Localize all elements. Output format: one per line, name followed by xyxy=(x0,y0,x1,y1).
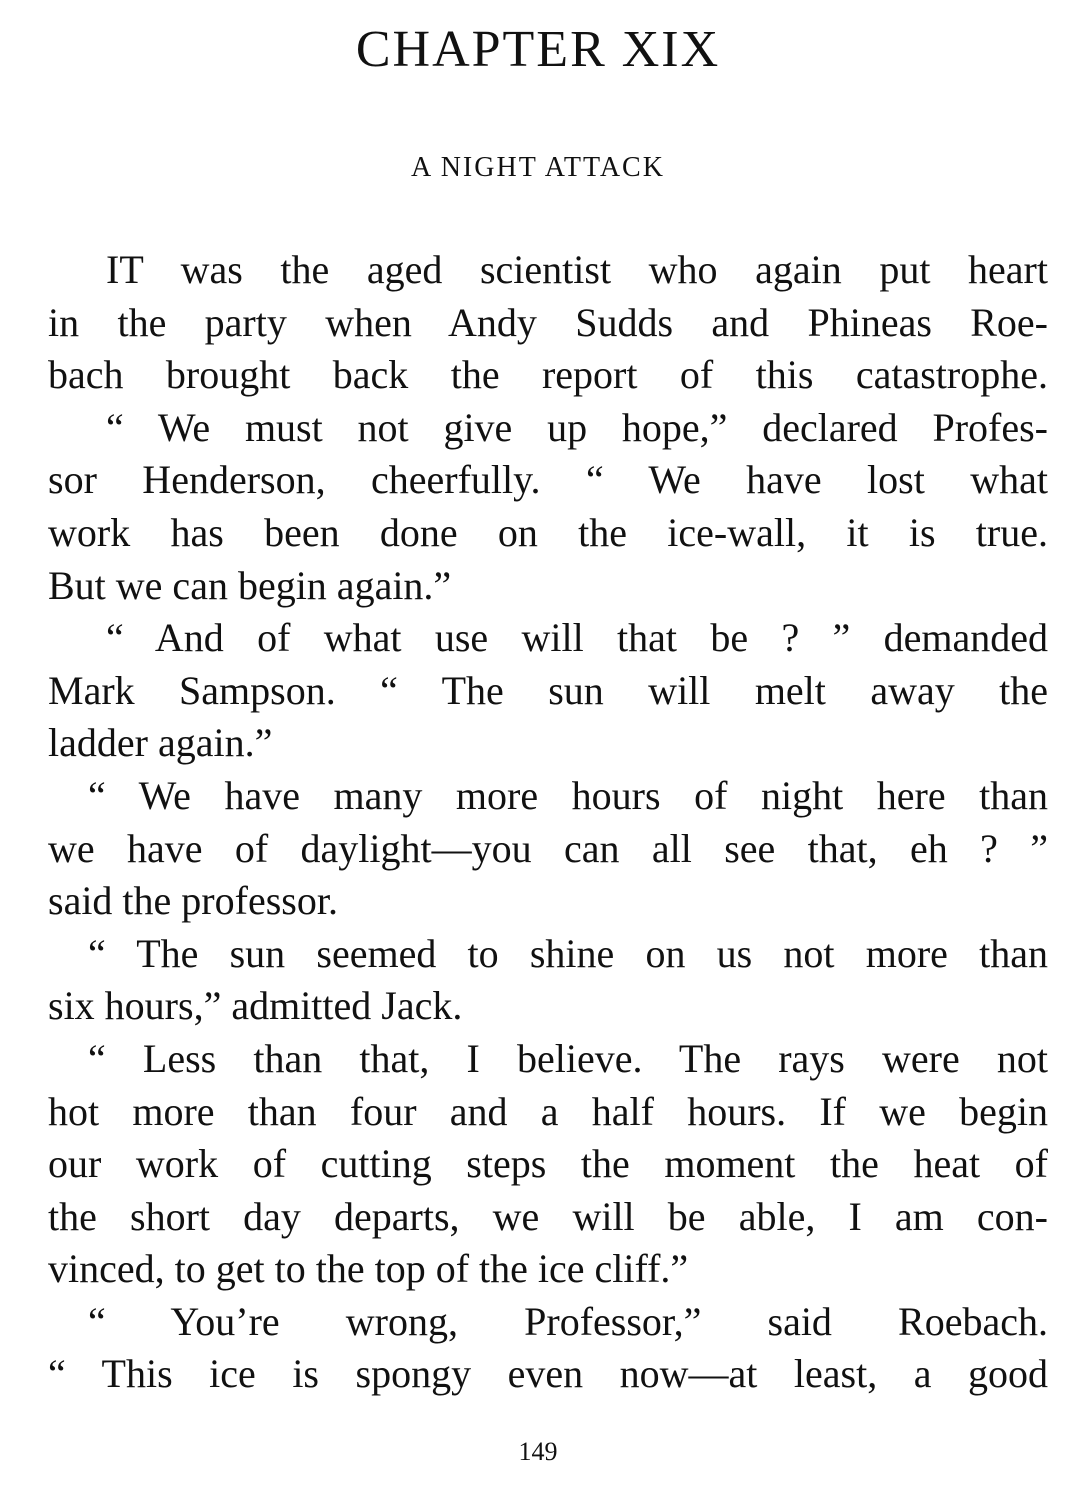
text-line: in the party when Andy Sudds and Phineas Roe- xyxy=(48,299,1048,345)
chapter-heading: CHAPTER XIX xyxy=(355,21,721,78)
text-line: said the professor. xyxy=(48,878,338,924)
text-line: work has been done on the ice-wall, it is true. xyxy=(48,509,1048,555)
text-line: “ Less than that, I believe. The rays were not xyxy=(88,1035,1048,1081)
text-line: IT was the aged scientist who again put heart xyxy=(106,247,1048,292)
text-line: “ You’re wrong, Professor,” said Roebach. xyxy=(88,1298,1048,1344)
text-line: the short day departs, we will be able, I am con- xyxy=(48,1193,1048,1239)
text-line: we have of daylight—you can all see that, eh ? ” xyxy=(48,825,1048,871)
page-number: 149 xyxy=(518,1437,558,1466)
text-line: “ We must not give up hope,” declared Profes- xyxy=(106,404,1048,450)
text-line: vinced, to get to the top of the ice cliff.” xyxy=(48,1246,689,1292)
text-line: six hours,” admitted Jack. xyxy=(48,983,463,1029)
text-line: “ The sun seemed to shine on us not more than xyxy=(88,930,1048,976)
text-line: bach brought back the report of this catastrophe. xyxy=(48,352,1048,398)
text-line: But we can begin again.” xyxy=(48,562,452,608)
text-line: Mark Sampson. “ The sun will melt away the xyxy=(48,667,1048,713)
text-line: “ This ice is spongy even now—at least, a good xyxy=(48,1351,1048,1397)
text-line: “ We have many more hours of night here than xyxy=(88,772,1048,818)
chapter-title: A NIGHT ATTACK xyxy=(411,152,665,183)
body-text xyxy=(48,244,1048,1401)
text-line: hot more than four and a half hours. If we begin xyxy=(48,1088,1048,1134)
text-line: our work of cutting steps the moment the heat of xyxy=(48,1141,1048,1187)
text-line: sor Henderson, cheerfully. “ We have lost what xyxy=(48,457,1048,503)
text-line: “ And of what use will that be ? ” demanded xyxy=(106,615,1048,661)
text-line: ladder again.” xyxy=(48,720,273,766)
